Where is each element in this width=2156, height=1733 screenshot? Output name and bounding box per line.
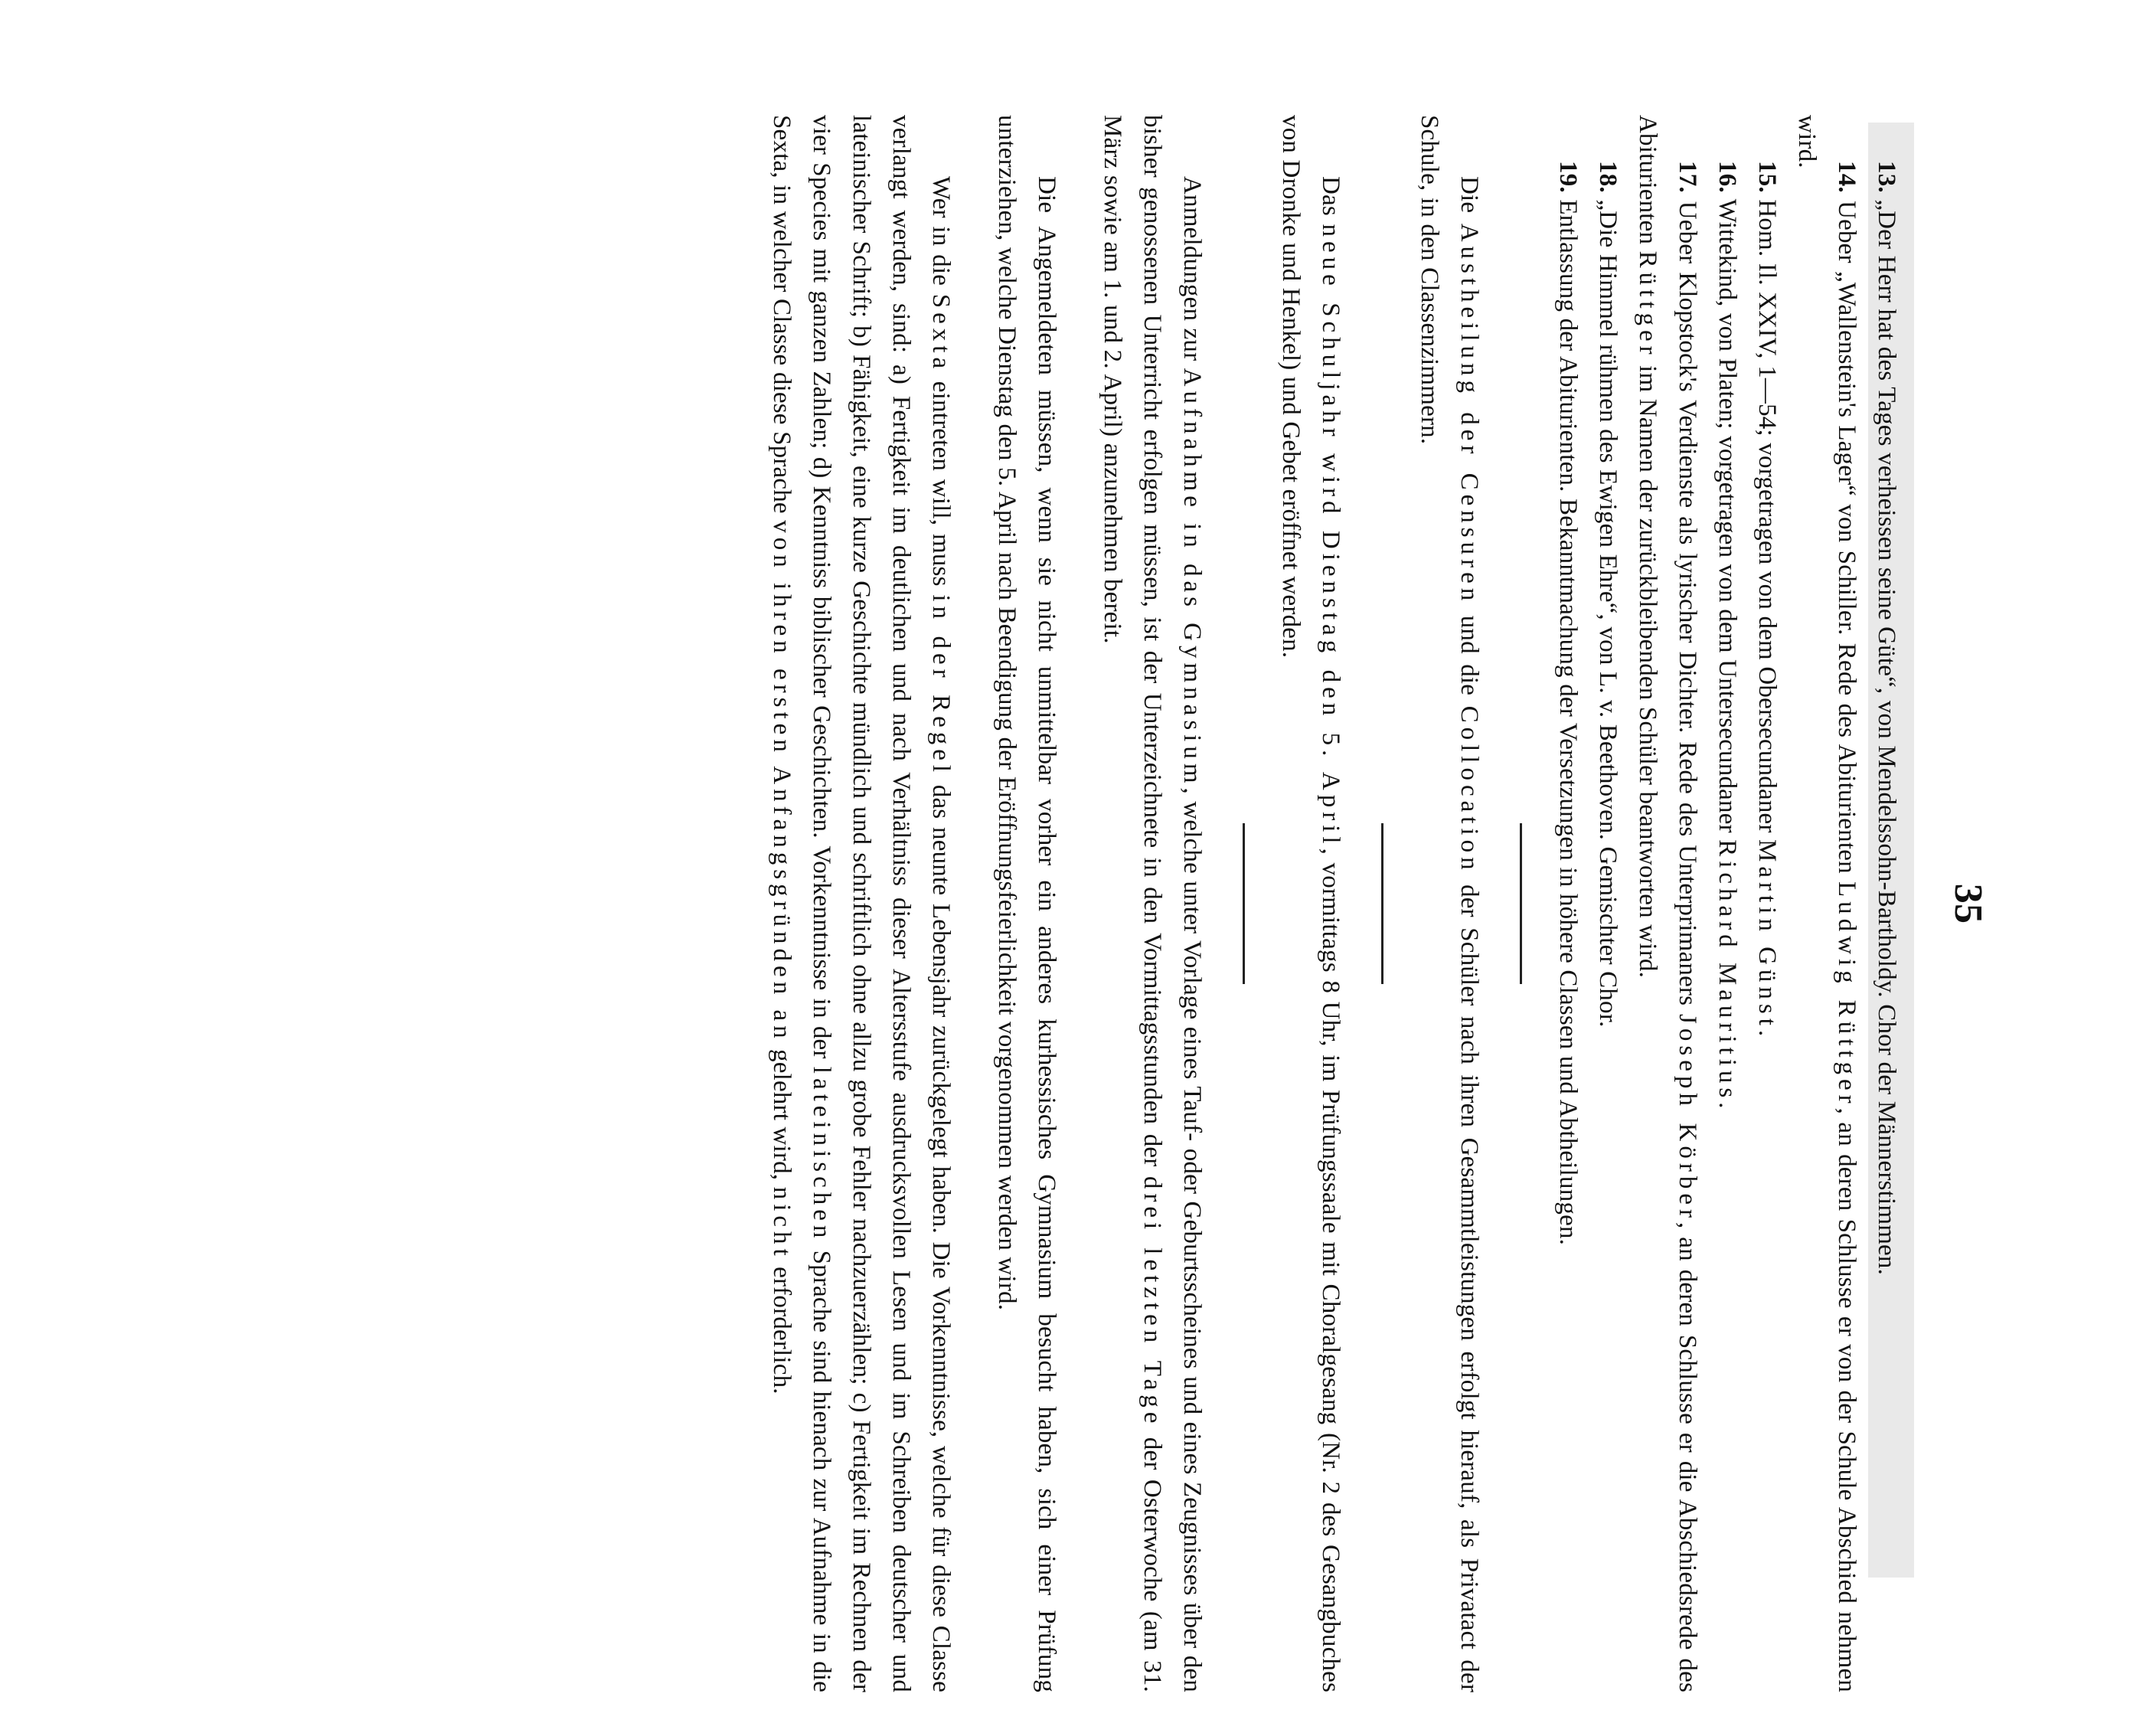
item-text: „Der Herr hat des Tages verheissen seine Güte“, von Mendelssohn-Bartholdy. Chor der Männerstimmen.	[1873, 199, 1900, 1276]
programme-item	[1747, 115, 1787, 1692]
person-name: Richard Mauritius	[1713, 839, 1741, 1103]
item-number: 15.	[1753, 161, 1781, 193]
programme-item	[1588, 115, 1628, 1692]
angemeldeten-paragraph: Die Angemeldeten müssen, wenn sie nicht unmittelbar vorher ein anderes kurhessisches Gymnasium besucht haben, sich einer Prüfung unterziehen, welche Dienstag den 5. April nach Beendigung der Eröffnungsfeierlichkeit vorgenommen werden wird.	[993, 115, 1060, 1692]
text-run: erforderlich.	[768, 1260, 795, 1395]
emphasis: Collocation	[1455, 705, 1483, 875]
emphasis: lateinischen	[808, 1066, 835, 1243]
item-text: , an deren Schlusse er von der Schule Abschied nehmen wird.	[1793, 115, 1860, 1693]
item-text: Ueber „Wallenstein's Lager“ von Schiller. Rede des Abiturienten	[1833, 201, 1860, 881]
section-divider	[1381, 823, 1383, 984]
paragraph-gap	[1067, 115, 1093, 1692]
item-number: 17.	[1674, 161, 1701, 193]
emphasis: nicht	[768, 1186, 795, 1261]
emphasis: neue Schuljahr wird Dienstag den 5. April	[1317, 224, 1344, 849]
item-text: Wittekind, von Platen; vorgetragen von dem Untersecundaner	[1713, 198, 1741, 840]
schuljahr-paragraph	[1271, 115, 1351, 1692]
rotated-text-block	[245, 77, 1991, 1731]
item-number: 19.	[1554, 161, 1582, 193]
text-run: gelehrt wird,	[768, 1042, 795, 1187]
person-name: Rüttger	[1634, 250, 1661, 359]
programme-item	[1548, 115, 1588, 1692]
person-name: Joseph Körber	[1674, 1014, 1701, 1222]
section-divider	[1520, 823, 1522, 984]
text-run: das neunte Lebensjahr zurückgelegt haben. Die Vorkenntnisse, welche für diese Classe verlangt werden, sind: a) Fertigkeit im deutlichen und nach Verhältniss dieser Altersstufe ausdrucksvollen Lesen und im Schreiben deutscher und lateinischer Schrift; b) Fähigkeit, eine kurze Geschichte mündlich und schriftlich ohne allzu grobe Fehler nachzuerzählen; c) Fertigkeit im Rechnen der vier Species mit ganzen Zahlen; d) Kenntniss biblischer Geschichten. Vorkenntnisse in der	[808, 115, 955, 1692]
page-number: 35	[1946, 883, 1990, 924]
item-number: 13.	[1873, 161, 1900, 193]
emphasis: Austheilung der Censuren	[1455, 223, 1483, 606]
item-text: Entlassung der Abiturienten. Bekanntmachung der Versetzungen in höhere Classen und Abtheilungen.	[1554, 199, 1582, 1246]
censuren-paragraph	[1410, 115, 1489, 1692]
item-number: 16.	[1713, 161, 1741, 193]
anmeldungen-paragraph	[1093, 115, 1212, 1692]
sexta-paragraph	[762, 115, 961, 1692]
page-body	[762, 115, 1906, 1692]
person-name: Martin Günst	[1753, 839, 1781, 1030]
text-run: Das	[1317, 176, 1344, 224]
text-run: und die	[1455, 605, 1483, 706]
text-run: Anmeldungen zur	[1178, 176, 1206, 368]
item-text: .	[1713, 1102, 1741, 1109]
text-run: der Schüler nach ihren Gesammtleistungen erfolgt hierauf, als Privatact der Schule, in den Classenzimmern.	[1416, 115, 1483, 1693]
emphasis: Aufnahme in das Gymnasium	[1178, 368, 1206, 788]
programme-item	[1707, 115, 1747, 1692]
item-text: „Die Himmel rühmen des Ewigen Ehre“, von L. v. Beethoven. Gemischter Chor.	[1594, 199, 1622, 1028]
section-divider	[1243, 823, 1245, 984]
text-run: Sprache sind hienach zur Aufnahme in die Sexta, in welcher Classe diese Sprache	[768, 115, 835, 1693]
emphasis: drei letzten Tage	[1138, 1175, 1166, 1428]
emphasis: Sexta	[927, 293, 955, 374]
item-text: im Namen der zurückbleibenden Schüler beantworten wird.	[1634, 358, 1661, 979]
emphasis: von ihren ersten Anfangsgründen an	[768, 520, 795, 1043]
paragraph-gap	[961, 115, 987, 1692]
text-run: eintreten will, muss	[927, 373, 955, 595]
text-run: , welche unter Vorlage eines Tauf- oder Geburtsscheines und eines Zeugnisses über den bisher genossenen Unterricht erfolgen müssen, ist der Unterzeichnete in den Vormittagsstunden der	[1138, 115, 1206, 1692]
text-run: Die	[1455, 176, 1483, 224]
text-run: Wer in die	[927, 176, 955, 294]
text-run: der Osterwoche (am 31. März sowie am 1. und 2. April) anzunehmen bereit.	[1099, 115, 1166, 1692]
item-text: Hom. Il. XXIV, 1—54; vorgetragen von dem Obersecundaner	[1753, 199, 1781, 840]
programme-item	[1628, 115, 1707, 1692]
item-text: .	[1753, 1029, 1781, 1037]
item-number: 18.	[1594, 161, 1622, 193]
person-name: Ludwig Rüttger	[1833, 881, 1860, 1108]
emphasis: in der Regel	[927, 594, 955, 777]
programme-item	[1787, 115, 1867, 1692]
item-text: , an deren Schlusse er die Abschiedsrede des Abiturienten	[1634, 115, 1701, 1692]
item-number: 14.	[1833, 161, 1860, 193]
programme-item	[1867, 115, 1906, 1692]
item-text: Ueber Klopstock's Verdienste als lyrischer Dichter. Rede des Unterprimaners	[1674, 201, 1701, 1015]
text-run: , vormittags 8 Uhr, im Prüfungssaale mit Choralgesang (Nr. 2 des Gesangbuches von Dronke und Henkel) und Gebet eröffnet werden.	[1277, 115, 1344, 1693]
